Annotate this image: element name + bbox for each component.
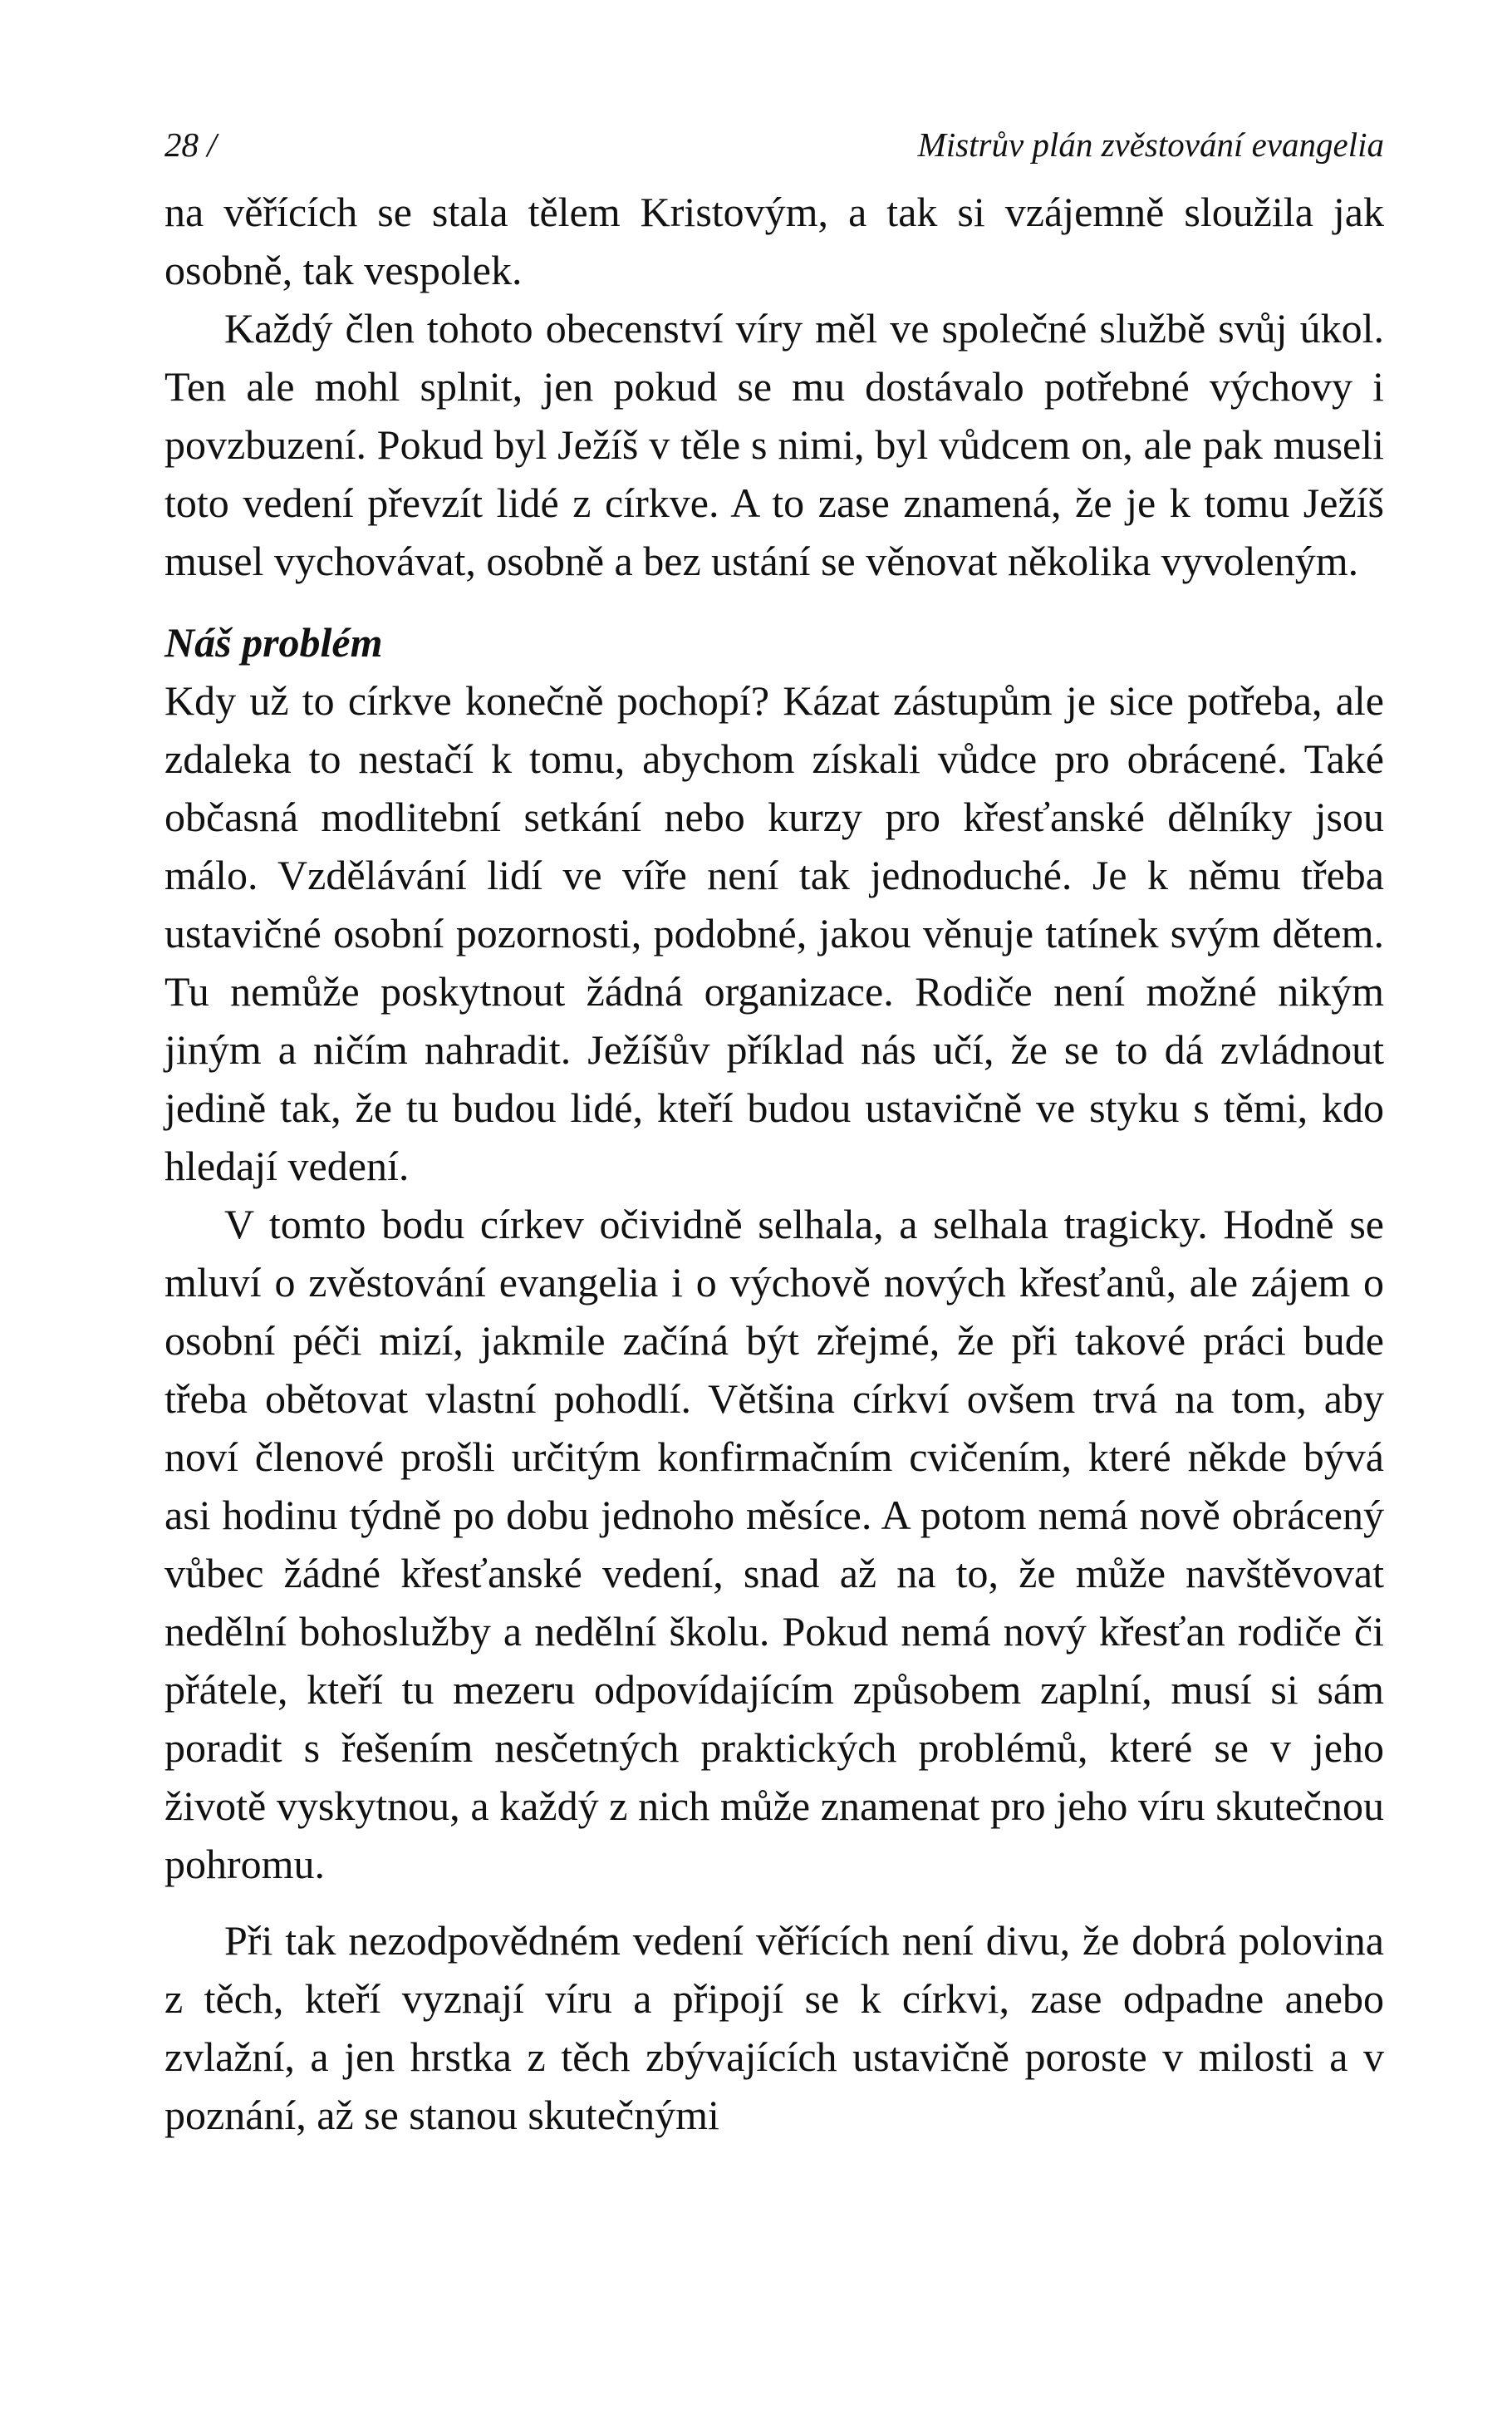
paragraph: Při tak nezodpovědném vedení věřících není divu, že dobrá polovina z těch, kteří vyznají víru a připojí se k církvi, zase odpadne anebo zvlažní, a jen hrstka z těch zbývajících ustavičně poroste v milosti a v poznání, až se stanou skutečnými <box>164 1917 1384 2138</box>
paragraph: Každý člen tohoto obecenství víry měl ve společné službě svůj úkol. Ten ale mohl splnit, jen pokud se mu dostávalo potřebné výchovy i povzbuzení. Pokud byl Ježíš v těle s nimi, byl vůdcem on, ale pak museli toto vedení převzít lidé z církve. A to zase znamená, že je k tomu Ježíš musel vychovávat, osobně a bez ustání se věnovat několika vyvoleným. <box>164 305 1384 584</box>
section-heading: Náš problém <box>164 619 383 666</box>
paragraph: Kdy už to církve konečně pochopí? Kázat zástupům je sice potřeba, ale zdaleka to nestačí k tomu, abychom získali vůdce pro obrácené. Také občasná modlitební setkání nebo kurzy pro křesťanské dělníky jsou málo. Vzdělávání lidí ve víře není tak jednoduché. Je k němu třeba ustavičné osobní pozornosti, podobné, jakou věnuje tatínek svým dětem. Tu nemůže poskytnout žádná organizace. Rodiče není možné nikým jiným a ničím nahradit. Ježíšův příklad nás učí, že se to dá zvládnout jedině tak, že tu budou lidé, kteří budou ustavičně ve styku s těmi, kdo hledají vedení. <box>164 677 1384 1189</box>
page-number: 28 / <box>164 125 217 164</box>
book-title-header: Mistrův plán zvěstování evangelia <box>917 125 1384 164</box>
paragraph: V tomto bodu církev očividně selhala, a selhala tragicky. Hodně se mluví o zvěstování evangelia i o výchově nových křesťanů, ale zájem o osobní péči mizí, jakmile začíná být zřejmé, že při takové práci bude třeba obětovat vlastní pohodlí. Většina církví ovšem trvá na tom, aby noví členové prošli určitým konfirmačním cvičením, které někde bývá asi hodinu týdně po dobu jednoho měsíce. A potom nemá nově obrácený vůbec žádné křesťanské vedení, snad až na to, že může navštěvovat nedělní bohoslužby a nedělní školu. Pokud nemá nový křesťan rodiče či přátele, kteří tu mezeru odpovídajícím způsobem zaplní, musí si sám poradit s řešením nesčetných praktických problémů, které se v jeho životě vyskytnou, a každý z nich může znamenat pro jeho víru skutečnou pohromu. <box>164 1201 1384 1887</box>
book-page <box>164 125 1384 2144</box>
paragraph-continued: na věřících se stala tělem Kristovým, a tak si vzájemně sloužila jak osobně, tak vespolek. <box>164 189 1384 293</box>
running-head <box>164 125 1384 183</box>
